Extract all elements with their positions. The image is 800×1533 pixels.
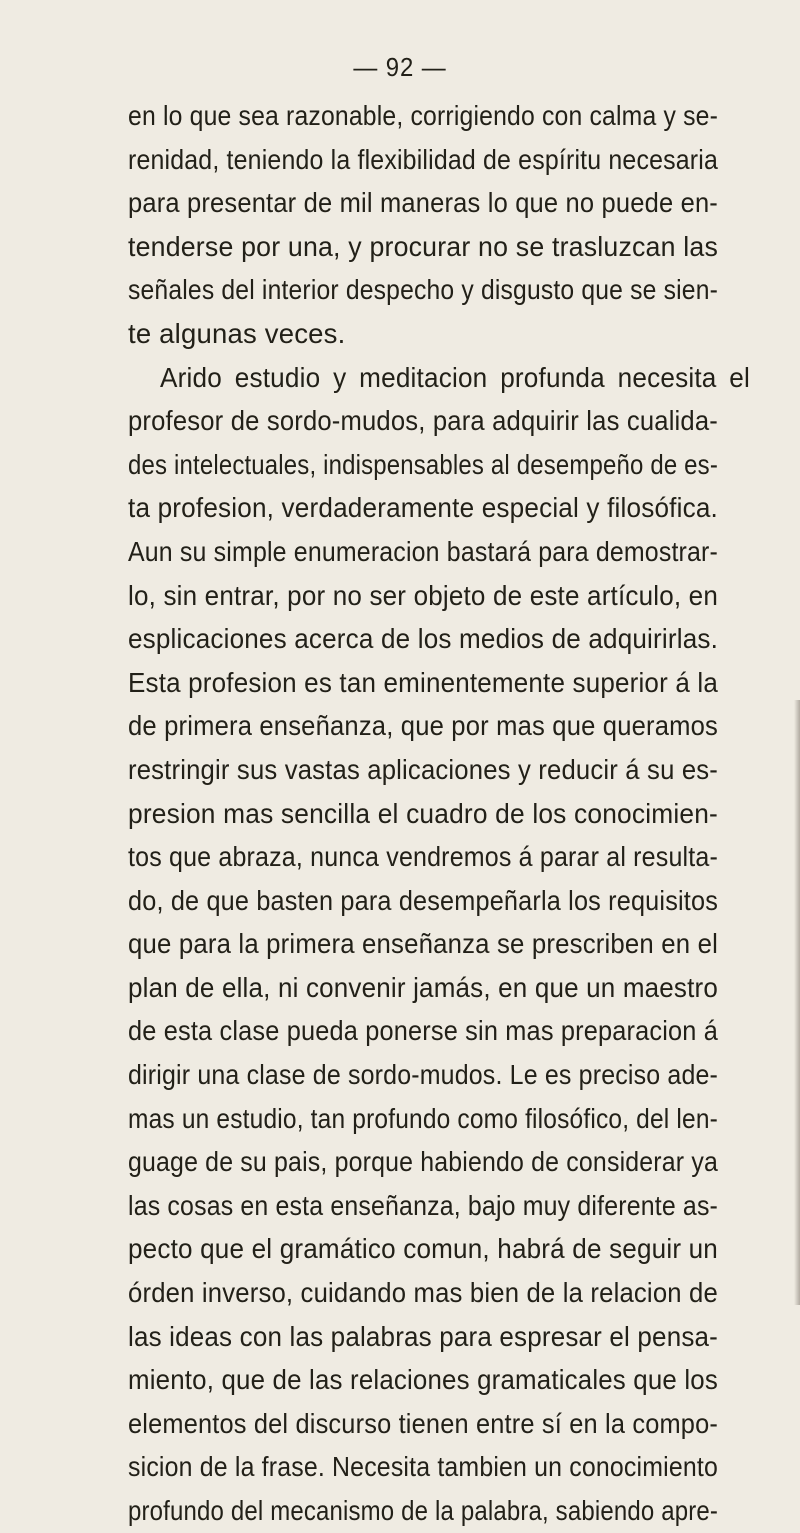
text-line: restringir sus vastas aplicaciones y reducir á su es- [128,753,719,785]
text-line: las ideas con las palabras para espresar el pensa- [128,1320,718,1352]
text-line: en lo que sea razonable, corrigiendo con calma y se- [128,100,719,131]
text-line: tos que abraza, nunca vendremos á parar al resulta- [128,841,718,873]
text-line: lo, sin entrar, por no ser objeto de este artículo, en [128,579,719,611]
text-line: señales del interior despecho y disgusto que se sien- [128,274,719,306]
text-line: de esta clase pueda ponerse sin mas preparacion á [128,1015,719,1047]
page-edge-shadow [794,700,800,1305]
text-line: órden inverso, cuidando mas bien de la relacion de [128,1277,718,1309]
text-line: esplicaciones acerca de los medios de adquirirlas. [128,623,719,655]
text-line: do, de que basten para desempeñarla los requisitos [128,884,719,916]
text-line: dirigir una clase de sordo-mudos. Le es preciso ade- [128,1059,719,1091]
page-number: — 92 — [353,52,447,82]
text-line: guage de su pais, porque habiendo de considerar ya [128,1146,719,1178]
text-line: mas un estudio, tan profundo como filosófico, del len- [128,1102,718,1134]
text-line: Arido estudio y meditacion profunda necesita el [159,361,750,393]
text-line: Aun su simple enumeracion bastará para demostrar- [128,535,718,567]
text-line: Esta profesion es tan eminentemente superior á la [128,666,718,698]
text-line: des intelectuales, indispensables al desempeño de es- [128,448,718,480]
text-line: miento, que de las relaciones gramaticales que los [128,1364,718,1396]
text-line: te algunas veces. [128,317,346,349]
text-line: presion mas sencilla el cuadro de los conocimien- [128,797,719,829]
body-text [128,94,750,1533]
text-line: elementos del discurso tienen entre sí en la compo- [128,1407,719,1439]
text-line: pecto que el gramático comun, habrá de seguir un [128,1233,718,1265]
text-line: profundo del mecanismo de la palabra, sabiendo apre- [128,1495,719,1526]
text-line: de primera enseñanza, que por mas que queramos [128,710,719,742]
text-line: plan de ella, ni convenir jamás, en que un maestro [128,971,719,1003]
text-line: que para la primera enseñanza se prescriben en el [128,928,718,960]
text-line: profesor de sordo-mudos, para adquirir las cualida- [128,405,718,437]
text-line: ta profesion, verdaderamente especial y filosófica. [128,492,719,524]
text-line: renidad, teniendo la flexibilidad de espíritu necesaria [128,143,718,175]
text-line: para presentar de mil maneras lo que no puede en- [128,187,718,219]
text-line: sicion de la frase. Necesita tambien un conocimiento [128,1451,718,1483]
text-line: tenderse por una, y procurar no se trasluzcan las [128,230,718,262]
text-line: las cosas en esta enseñanza, bajo muy diferente as- [128,1189,719,1221]
